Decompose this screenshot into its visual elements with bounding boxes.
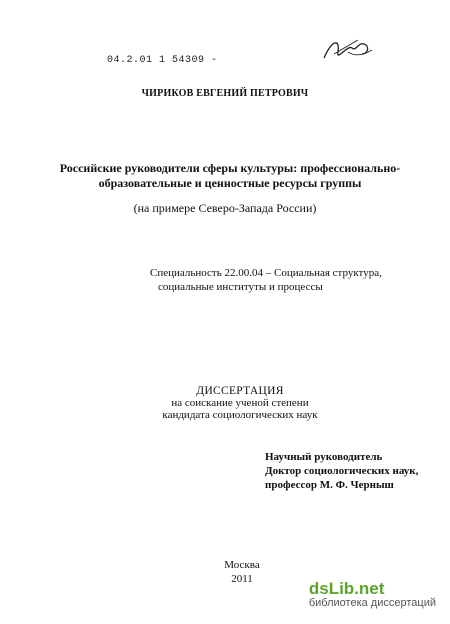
supervisor-line: профессор М. Ф. Черныш: [265, 479, 394, 491]
dissertation-subtitle: (на примере Северо-Запада России): [133, 201, 317, 215]
specialty-block: [150, 266, 410, 294]
supervisor-line: Научный руководитель: [265, 451, 383, 463]
supervisor-line: Доктор социологических наук,: [265, 465, 419, 477]
specialty-line: Специальность 22.00.04 – Социальная структура,: [150, 267, 382, 279]
watermark-tagline: библиотека диссертаций: [308, 597, 436, 609]
library-stamp-code: 04.2.01 1 54309 -: [107, 55, 218, 66]
dslib-watermark[interactable]: [309, 580, 436, 610]
supervisor-block: [265, 450, 445, 492]
thesis-heading: ДИССЕРТАЦИЯ: [196, 385, 284, 397]
watermark-logo: dsLib.net: [308, 579, 385, 598]
thesis-type-block: [140, 385, 340, 421]
title-line: образовательные и ценностные ресурсы группы: [98, 176, 362, 190]
year: 2011: [231, 573, 253, 585]
thesis-line: кандидата социологических наук: [162, 409, 318, 421]
signature-icon: [318, 34, 376, 68]
thesis-line: на соискание ученой степени: [171, 397, 309, 409]
specialty-line: социальные институты и процессы: [158, 281, 323, 293]
city: Москва: [224, 559, 260, 571]
author-name: ЧИРИКОВ ЕВГЕНИЙ ПЕТРОВИЧ: [141, 88, 309, 99]
dissertation-title: [40, 161, 420, 191]
title-line: Российские руководители сферы культуры: профессионально-: [59, 161, 401, 175]
